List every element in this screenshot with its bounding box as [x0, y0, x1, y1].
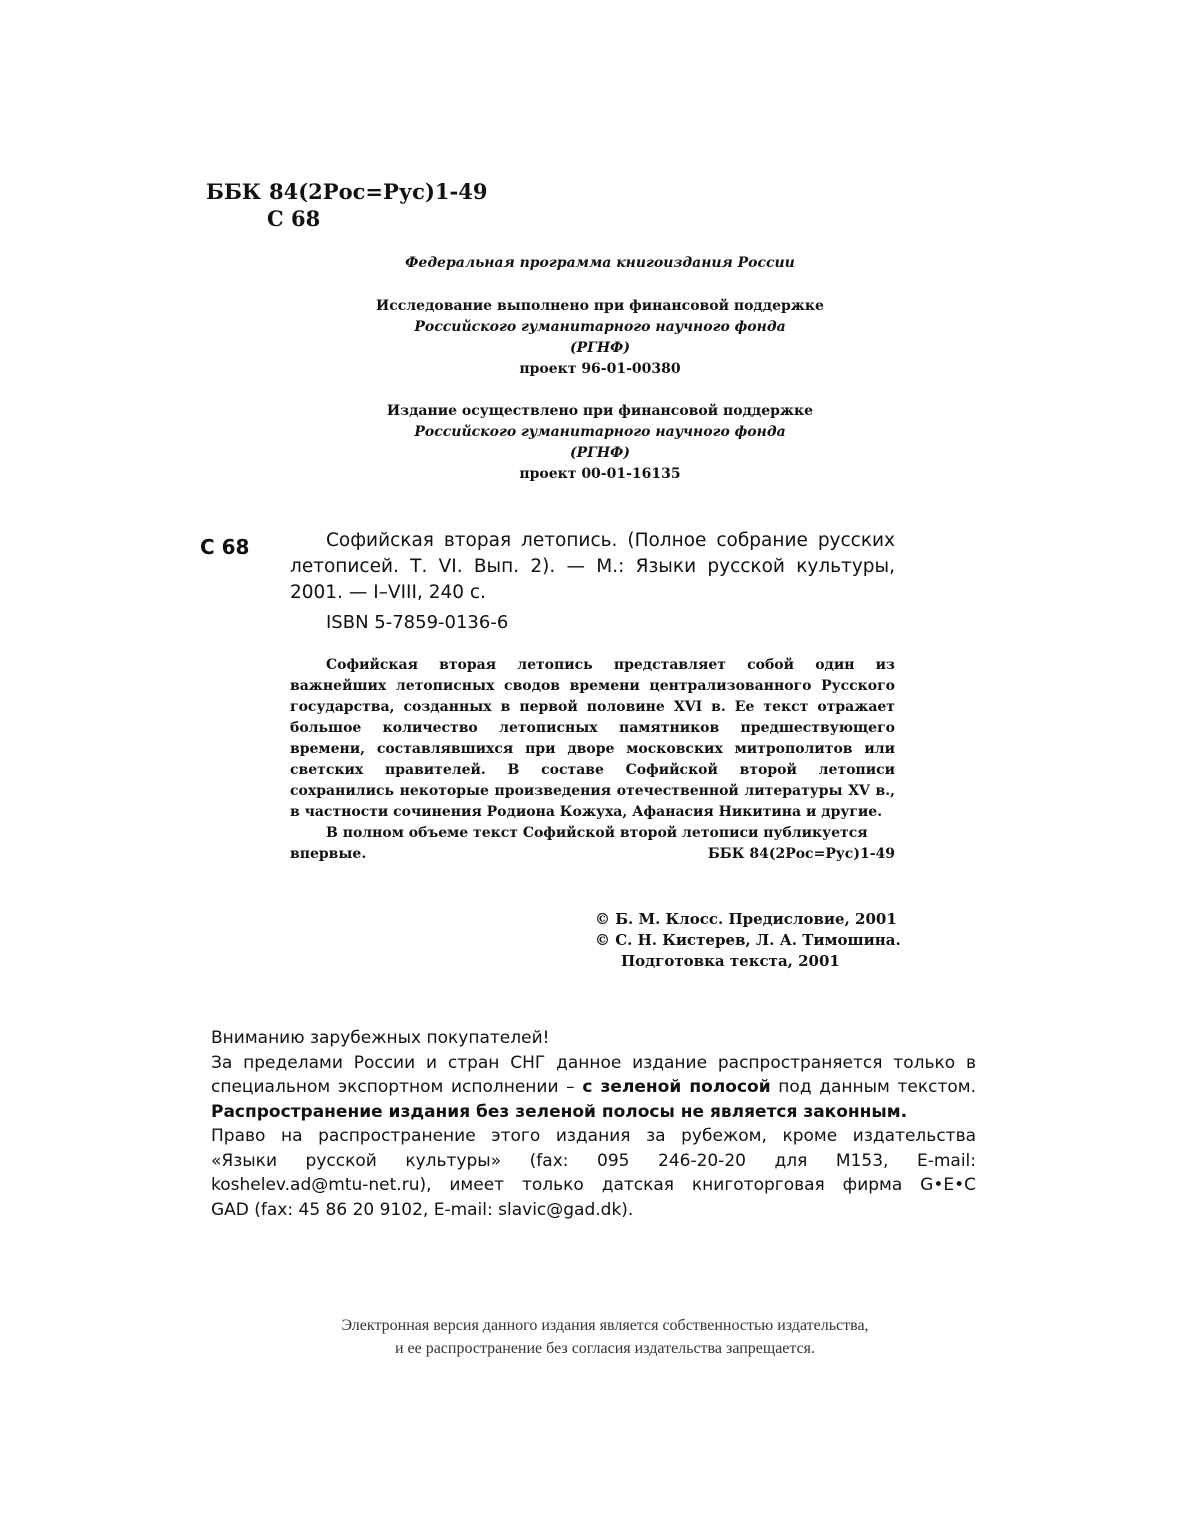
- annotation-last-row: [290, 844, 895, 865]
- notice-line-7: GAD (fax: 45 86 20 9102, E-mail: slavic@gad.dk).: [211, 1199, 634, 1220]
- notice-line-2-end: под данным текстом.: [778, 1077, 977, 1097]
- electronic-line-2: и ее распространение без согласия издательства запрещается.: [394, 1340, 816, 1357]
- notice-line-2-start: специальном экспортном исполнении –: [211, 1077, 575, 1097]
- funding-section: [360, 253, 840, 506]
- electronic-version-notice: [240, 1314, 970, 1360]
- notice-line-2: [211, 1075, 976, 1100]
- research-line-2: Российского гуманитарного научного фонда: [414, 319, 786, 335]
- annotation: [290, 655, 895, 865]
- bibliographic-entry: Софийская вторая летопись. (Полное собрание русских летописей. Т. VI. Вып. 2). — М.: Языки русской культуры, 2001. — I–VIII, 240 с.: [290, 530, 895, 603]
- publication-line-3: (РГНФ): [570, 445, 630, 461]
- isbn: ISBN 5-7859-0136-6: [326, 612, 509, 633]
- notice-line-1: За пределами России и стран СНГ данное издание распространяется только в: [211, 1052, 976, 1073]
- research-funding: [360, 296, 840, 380]
- foreign-buyers-notice: [211, 1026, 976, 1222]
- annotation-bbk: ББК 84(2Рос=Рус)1-49: [707, 846, 895, 862]
- copyright-line-1: © Б. М. Клосс. Предисловие, 2001: [595, 910, 897, 928]
- publication-line-1: Издание осуществлено при финансовой поддержке: [386, 403, 814, 419]
- bbk-label: ББК: [206, 179, 261, 204]
- author-mark: С 68: [267, 206, 321, 231]
- bbk-code: 84(2Рос=Рус)1-49: [269, 179, 488, 204]
- notice-line-5: «Языки русской культуры» (fax: 095 246-20-20 для M153, E-mail:: [211, 1150, 976, 1171]
- notice-title: Вниманию зарубежных покупателей!: [211, 1028, 550, 1048]
- publication-project: проект 00-01-16135: [519, 466, 681, 482]
- electronic-line-1: Электронная версия данного издания является собственностью издательства,: [341, 1317, 869, 1334]
- annotation-paragraph-2-end: впервые.: [290, 846, 367, 862]
- publication-funding: [360, 401, 840, 485]
- green-stripe-text: с зеленой полосой: [582, 1077, 771, 1097]
- annotation-paragraph-2: В полном объеме текст Софийской второй летописи публикуется: [326, 825, 868, 841]
- copyright-line-2: © С. Н. Кистерев, Л. А. Тимошина.: [595, 931, 901, 949]
- copyright-line-3: Подготовка текста, 2001: [621, 952, 840, 970]
- research-project: проект 96-01-00380: [519, 361, 681, 377]
- copyright-block: [595, 909, 901, 972]
- publication-line-2: Российского гуманитарного научного фонда: [414, 424, 786, 440]
- annotation-paragraph-1: Софийская вторая летопись представляет собой один из важнейших летописных сводов времени централизованного Русского государства, созданных в первой половине XVI в. Ее текст отражает большое количество летописных памятников предшествующего времени, составлявшихся при дворе московских митрополитов или светских правителей. В составе Софийской второй летописи сохранились некоторые произведения отечественной литературы XV в., в частности сочинения Родиона Кожуха, Афанасия Никитина и другие.: [290, 657, 895, 820]
- research-line-3: (РГНФ): [570, 340, 630, 356]
- federal-program: Федеральная программа книгоиздания России: [405, 255, 795, 271]
- catalog-mark: С 68: [200, 535, 250, 559]
- bbk-header: [206, 178, 487, 232]
- notice-line-6: koshelev.ad@mtu-net.ru), имеет только датская книготорговая фирма G•E•C: [211, 1175, 976, 1195]
- notice-line-4: Право на распространение этого издания за рубежом, кроме издательства: [211, 1126, 976, 1146]
- research-line-1: Исследование выполнено при финансовой поддержке: [376, 298, 824, 314]
- notice-legal-warning: Распространение издания без зеленой полосы не является законным.: [211, 1101, 908, 1122]
